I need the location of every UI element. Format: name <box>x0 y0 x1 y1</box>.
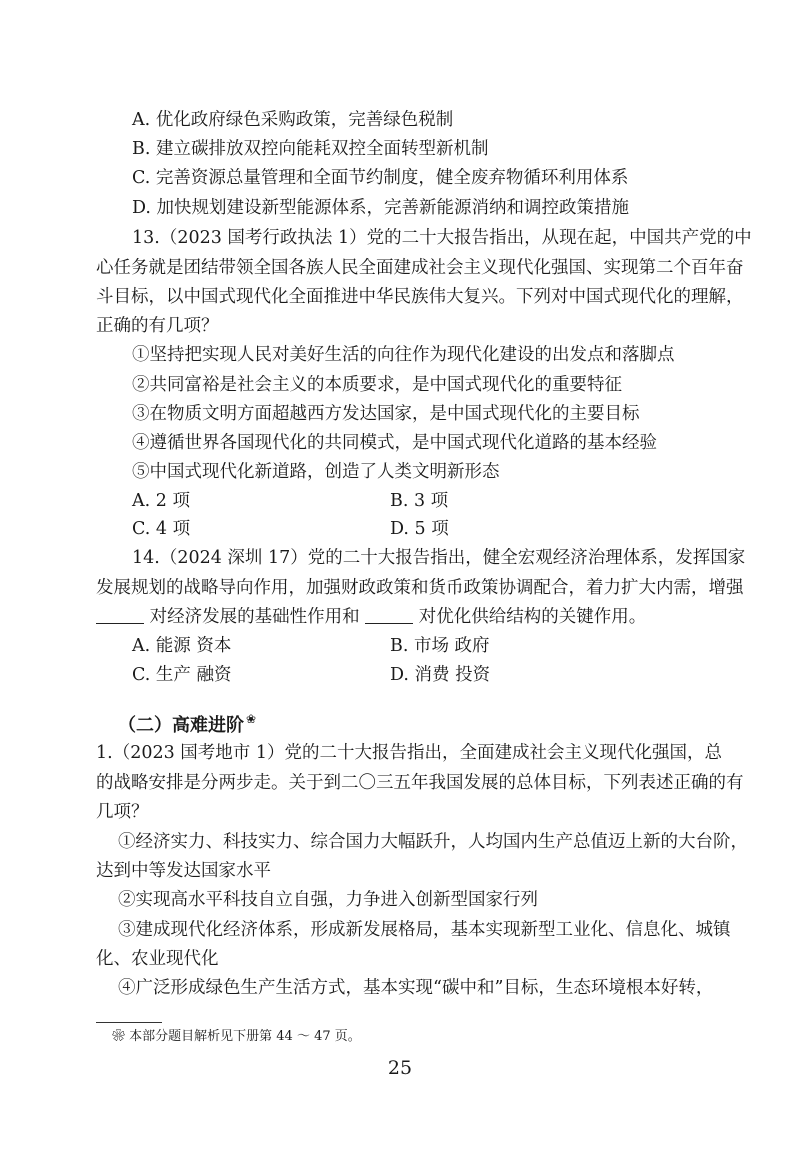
q14-option-d: D. 消费 投资 <box>390 665 491 685</box>
page-number: 25 <box>387 1057 413 1079</box>
section-heading <box>118 707 256 738</box>
q13-statement-4: ④遵循世界各国现代化的共同模式，是中国式现代化道路的基本经验 <box>132 433 657 453</box>
q13-stem-line-3: 斗目标，以中国式现代化全面推进中华民族伟大复兴。下列对中国式现代化的理解， <box>96 287 744 307</box>
footnote <box>112 1028 361 1046</box>
q1-statement-2: ②实现高水平科技自立自强，力争进入创新型国家行列 <box>118 890 538 910</box>
section-title: （二）高难进阶 <box>118 715 244 736</box>
q14-stem-line-1: 14.（2024 深圳 17）党的二十大报告指出，健全宏观经济治理体系，发挥国家 <box>132 548 746 568</box>
q13-option-d: D. 5 项 <box>390 519 449 539</box>
q13-stem-line-1: 13.（2023 国考行政执法 1）党的二十大报告指出，从现在起，中国共产党的中 <box>132 228 752 248</box>
q13-stem-line-4: 正确的有几项？ <box>96 316 219 336</box>
q14-stem-line-2: 发展规划的战略导向作用，加强财政政策和货币政策协调配合，着力扩大内需，增强 <box>96 578 744 598</box>
q14-stem-line-3-part-b: 对优化供给结构的关键作用。 <box>418 607 647 627</box>
q13-option-b: B. 3 项 <box>390 491 449 511</box>
q1-statement-4: ④广泛形成绿色生产生活方式，基本实现“碳中和”目标，生态环境根本好转， <box>118 978 714 998</box>
footnote-text: 本部分题目解析见下册第 44 ～ 47 页。 <box>129 1029 361 1044</box>
q13-statement-3: ③在物质文明方面超越西方发达国家，是中国式现代化的主要目标 <box>132 404 640 424</box>
option-c-prev: C. 完善资源总量管理和全面节约制度，健全废弃物循环利用体系 <box>132 168 629 188</box>
footnote-flower-icon: ❀ <box>112 1029 126 1044</box>
q14-option-b: B. 市场 政府 <box>390 636 490 656</box>
q14-option-c: C. 生产 融资 <box>132 665 232 685</box>
q13-option-a: A. 2 项 <box>132 491 190 511</box>
q13-statement-2: ②共同富裕是社会主义的本质要求，是中国式现代化的重要特征 <box>132 375 622 395</box>
q13-statement-5: ⑤中国式现代化新道路，创造了人类文明新形态 <box>132 462 500 482</box>
option-a-prev: A. 优化政府绿色采购政策，完善绿色税制 <box>132 110 454 130</box>
q1-statement-1-line-1: ①经济实力、科技实力、综合国力大幅跃升，人均国内生产总值迈上新的大台阶， <box>118 832 748 852</box>
flower-icon: ❀ <box>246 712 257 726</box>
q1-statement-3-line-2: 化、农业现代化 <box>96 949 219 969</box>
q14-option-a: A. 能源 资本 <box>132 636 232 656</box>
option-b-prev: B. 建立碳排放双控向能耗双控全面转型新机制 <box>132 139 489 159</box>
q1-stem-line-1: 1.（2023 国考地市 1）党的二十大报告指出，全面建成社会主义现代化强国，总 <box>96 743 722 763</box>
fill-blank-2 <box>365 605 413 624</box>
q14-stem-line-3-part-a: 对经济发展的基础性作用和 <box>149 607 360 627</box>
q1-stem-line-2: 的战略安排是分两步走。关于到二〇三五年我国发展的总体目标，下列表述正确的有 <box>96 773 744 793</box>
q13-option-c: C. 4 项 <box>132 519 191 539</box>
q1-statement-3-line-1: ③建成现代化经济体系，形成新发展格局，基本实现新型工业化、信息化、城镇 <box>118 920 731 940</box>
q14-stem-line-3 <box>96 605 646 629</box>
q1-statement-1-line-2: 达到中等发达国家水平 <box>96 861 271 881</box>
q13-statement-1: ①坚持把实现人民对美好生活的向往作为现代化建设的出发点和落脚点 <box>132 345 675 365</box>
q1-stem-line-3: 几项？ <box>96 802 149 822</box>
footnote-rule <box>96 1022 162 1023</box>
option-d-prev: D. 加快规划建设新型能源体系，完善新能源消纳和调控政策措施 <box>132 198 630 218</box>
fill-blank-1 <box>96 605 144 624</box>
q13-stem-line-2: 心任务就是团结带领全国各族人民全面建成社会主义现代化强国、实现第二个百年奋 <box>96 258 744 278</box>
